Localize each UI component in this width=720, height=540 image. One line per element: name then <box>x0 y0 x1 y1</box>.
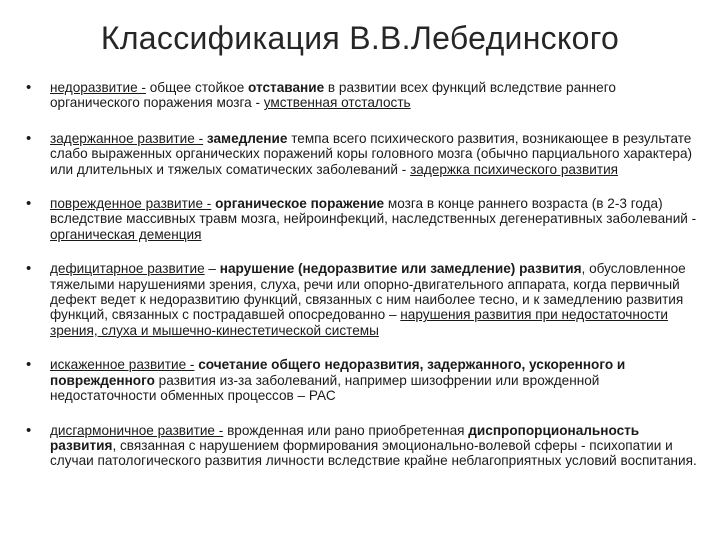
result-term: задержка психического развития <box>410 161 619 177</box>
result-term: нарушения развития при недостаточности зрения, слуха и мышечно-кинестетической системы <box>50 307 669 338</box>
item-text <box>50 423 697 469</box>
term-link: задержанное развитие - <box>50 130 204 146</box>
item-text-fragment: , связанная с нарушением формирования эмоционально-волевой сферы - психопатии и случаи патологического развития личности вследствие крайне неблагоприятных условий воспитания. <box>50 437 697 469</box>
list-item <box>22 357 702 403</box>
list-item <box>22 131 702 177</box>
term-link: поврежденное развитие - <box>50 196 212 212</box>
emphasis-text: органическое поражение <box>215 196 385 212</box>
slide-title: Классификация В.В.Лебединского <box>100 20 620 56</box>
bullet-dot-icon: • <box>26 129 32 147</box>
term-link: искаженное развитие - <box>50 357 195 373</box>
bullet-dot-icon: • <box>26 260 32 278</box>
list-item <box>22 261 702 338</box>
item-text-fragment: , обусловленное тяжелыми нарушениями зрения, слуха, речи или опорно-двигательного аппарата, когда первичный дефект ведет к недоразвитию функций, связанных с ним наиболее тесно, и к замедлению развития функций, связанных с пострадавшей опосредованно – <box>50 261 686 323</box>
item-text-fragment: общее стойкое <box>145 80 249 95</box>
item-text-fragment: мозга в конце раннего возраста (в 2-3 года) вследствие массивных травм мозга, нейроинфекций, наследственных дегенеративных заболеваний - <box>50 196 697 227</box>
item-text-fragment: врожденная или рано приобретенная <box>223 422 469 438</box>
emphasis-text: замедление <box>206 130 288 146</box>
item-text <box>50 357 625 403</box>
item-text-fragment: – <box>204 261 220 277</box>
bullet-dot-icon: • <box>26 195 32 213</box>
term-link: дисгармоничное развитие - <box>50 422 224 438</box>
result-term: органическая деменция <box>50 226 202 242</box>
result-term: умственная отсталость <box>263 95 411 111</box>
item-text <box>50 261 686 338</box>
list-item <box>22 423 702 469</box>
term-link: недоразвитие - <box>50 80 146 95</box>
emphasis-text: диспропорциональность развития <box>50 422 640 453</box>
item-text-fragment: в развитии всех функций вследствие раннего органического поражения мозга - <box>50 80 616 111</box>
item-text <box>50 131 692 177</box>
item-text <box>50 80 616 110</box>
emphasis-text: нарушение (недоразвитие или замедление) развития <box>219 261 582 277</box>
term-link: дефицитарное развитие <box>50 261 205 277</box>
bullet-dot-icon: • <box>26 421 32 439</box>
list-item <box>22 80 702 111</box>
emphasis-text: отставание <box>248 80 325 95</box>
item-text-fragment: развития из-за заболеваний, например шизофрении или врожденной недостаточности обменных процессов – РАС <box>50 372 600 404</box>
bullet-list <box>22 80 702 469</box>
bullet-dot-icon: • <box>26 79 32 96</box>
item-text-fragment: темпа всего психического развития, возникающее в результате слабо выраженных органических поражений коры головного мозга (обычно парциального характера) или длительных и тяжелых соматических заболеваний - <box>50 130 693 177</box>
bullet-dot-icon: • <box>26 356 32 374</box>
list-item <box>22 196 702 242</box>
item-text <box>50 196 696 242</box>
emphasis-text: сочетание общего недоразвития, задержанного, ускоренного и поврежденного <box>50 357 626 388</box>
